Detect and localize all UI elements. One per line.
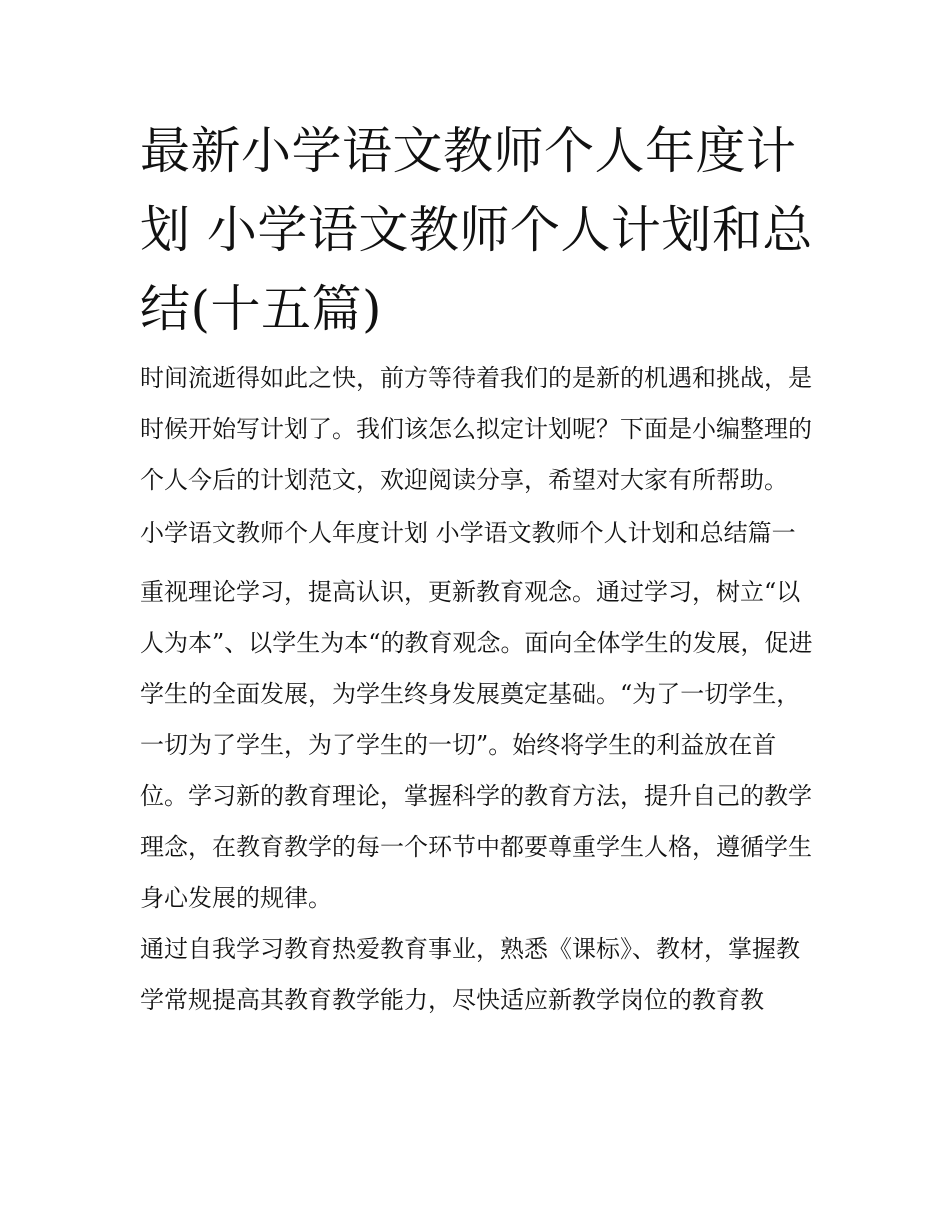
document-title: 最新小学语文教师个人年度计划 小学语文教师个人计划和总结(十五篇) <box>140 122 813 338</box>
intro-paragraph: 时间流逝得如此之快，前方等待着我们的是新的机遇和挑战，是时候开始写计划了。我们该怎么拟定计划呢？下面是小编整理的个人今后的计划范文，欢迎阅读分享，希望对大家有所帮助。 <box>140 364 812 494</box>
body-paragraph-1: 重视理论学习，提高认识，更新教育观念。通过学习，树立“以人为本”、以学生为本“的教育观念。面向全体学生的发展，促进学生的全面发展，为学生终身发展奠定基础。“为了一切学生，一切为了学生，为了学生的一切”。始终将学生的利益放在首位。学习新的教育理论，掌握科学的教育方法，提升自己的教学理念，在教育教学的每一个环节中都要尊重学生人格，遵循学生身心发展的规律。 <box>140 578 813 912</box>
section-heading: 小学语文教师个人年度计划 小学语文教师个人计划和总结篇一 <box>140 519 796 547</box>
body-paragraph-2: 通过自我学习教育热爱教育事业，熟悉《课标》、教材，掌握教学常规提高其教育教学能力，尽快适应新教学岗位的教育教 <box>140 935 800 1014</box>
document-content <box>140 112 815 1026</box>
